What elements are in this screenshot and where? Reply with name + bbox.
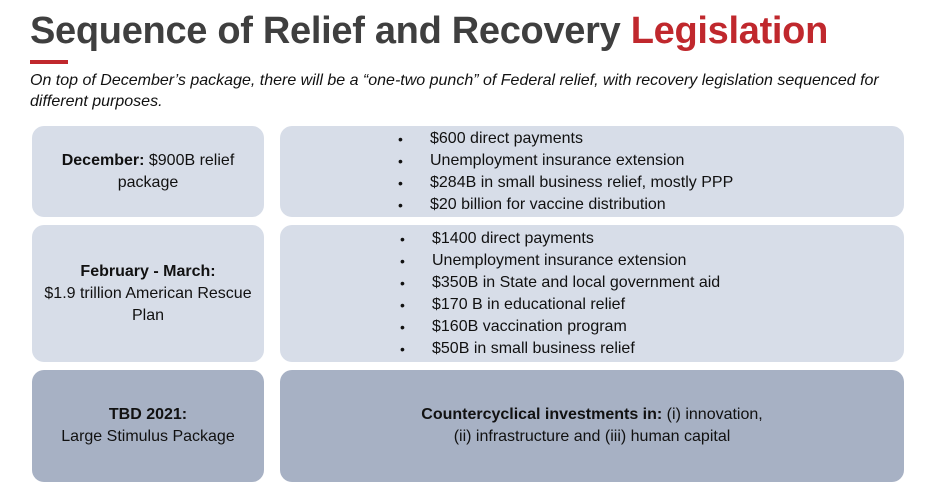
bullet-icon: • bbox=[398, 174, 403, 191]
tbd-details-text bbox=[421, 404, 762, 448]
list-item: • $1400 direct payments bbox=[400, 228, 720, 250]
bullet-icon: • bbox=[398, 130, 403, 147]
list-item: • Unemployment insurance extension bbox=[398, 150, 733, 172]
december-label-bold: December: bbox=[61, 151, 145, 169]
feb-march-bullet-list bbox=[400, 228, 720, 360]
bullet-icon: • bbox=[400, 274, 405, 291]
bullet-icon: • bbox=[400, 230, 405, 247]
page-title bbox=[30, 10, 828, 53]
list-item: • $170 B in educational relief bbox=[400, 294, 720, 316]
title-main: Sequence of Relief and Recovery bbox=[30, 10, 631, 52]
feb-march-label-bold: February - March: bbox=[80, 262, 216, 280]
bullet-icon: • bbox=[398, 152, 403, 169]
december-details-box bbox=[280, 126, 904, 217]
bullet-icon: • bbox=[400, 252, 405, 269]
tbd-details-line2: (ii) infrastructure and (iii) human capital bbox=[453, 428, 731, 445]
tbd-details-box bbox=[280, 370, 904, 482]
title-accent: Legislation bbox=[630, 10, 829, 52]
bullet-icon: • bbox=[398, 196, 403, 213]
feb-march-details-box bbox=[280, 225, 904, 362]
tbd-label-bold: TBD 2021: bbox=[108, 406, 188, 423]
december-label bbox=[43, 150, 253, 194]
tbd-details-rest: (i) innovation, bbox=[662, 406, 763, 423]
tbd-label-rest: Large Stimulus Package bbox=[61, 428, 235, 445]
tbd-details-bold: Countercyclical investments in: bbox=[421, 406, 663, 423]
list-item: • $284B in small business relief, mostly PPP bbox=[398, 172, 733, 194]
title-underline-bar bbox=[30, 60, 68, 64]
tbd-label bbox=[38, 404, 258, 448]
december-label-rest: $900B relief package bbox=[117, 151, 235, 191]
subtitle: On top of December’s package, there will be a “one-two punch” of Federal relief, with recovery legislation sequenced for different purposes. bbox=[30, 72, 879, 110]
feb-march-label-box bbox=[32, 225, 264, 362]
december-label-box bbox=[32, 126, 264, 217]
bullet-icon: • bbox=[400, 318, 405, 335]
list-item: • $50B in small business relief bbox=[400, 338, 720, 360]
bullet-icon: • bbox=[400, 340, 405, 357]
feb-march-label-rest: $1.9 trillion American Rescue Plan bbox=[44, 284, 252, 324]
list-item: • $20 billion for vaccine distribution bbox=[398, 194, 733, 216]
december-bullet-list bbox=[398, 128, 733, 216]
list-item: • $350B in State and local government aid bbox=[400, 272, 720, 294]
tbd-label-box bbox=[32, 370, 264, 482]
feb-march-label bbox=[43, 261, 253, 327]
list-item: • $600 direct payments bbox=[398, 128, 733, 150]
list-item: • $160B vaccination program bbox=[400, 316, 720, 338]
list-item: • Unemployment insurance extension bbox=[400, 250, 720, 272]
bullet-icon: • bbox=[400, 296, 405, 313]
